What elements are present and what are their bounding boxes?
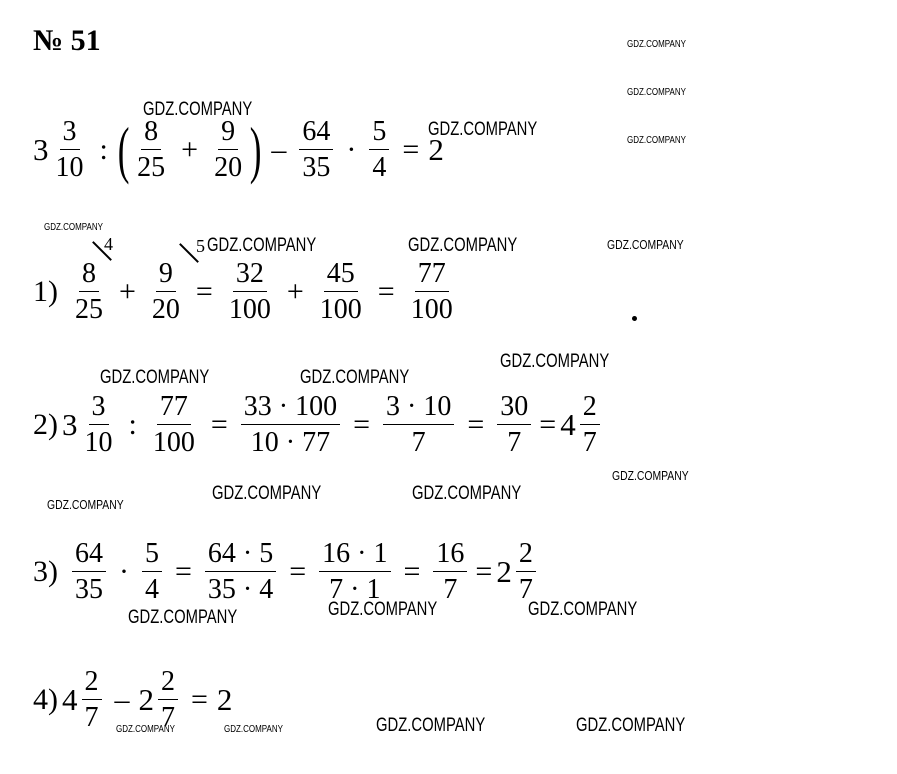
main-expression — [33, 114, 444, 185]
watermark: GDZ.COMPANY — [627, 87, 686, 98]
step-1-eq-2: = — [377, 275, 395, 308]
step-4 — [33, 668, 232, 732]
step-4-fraction-2: $\frac{2}{7}$ — [158, 668, 178, 732]
watermark: GDZ.COMPANY — [376, 715, 486, 736]
watermark: GDZ.COMPANY — [207, 235, 317, 256]
main-plus-op: + — [181, 133, 199, 166]
step-3-eq: = — [175, 555, 192, 588]
step-4-eq: = — [191, 683, 208, 716]
watermark: GDZ.COMPANY — [408, 235, 518, 256]
step-1-cancel-factor-1: 4 — [104, 234, 113, 254]
step-2-fraction-4: $\frac{3 \cdot 10}{7}$ — [383, 393, 454, 457]
main-fraction-1: $\frac{3}{10}$ — [55, 116, 84, 183]
step-2-result-fraction: $\frac{2}{7}$ — [580, 393, 600, 457]
watermark: GDZ.COMPANY — [116, 724, 175, 735]
step-2-fraction-3: $\frac{33 \cdot 100}{10 \cdot 77}$ — [241, 393, 340, 457]
step-2-result-whole: 4 — [560, 407, 576, 442]
step-1 — [33, 260, 460, 324]
main-minus-op: – — [271, 133, 287, 166]
step-2-fraction-2: $\frac{77}{100}$ — [152, 391, 195, 458]
main-fraction-4: $\frac{64}{35}$ — [299, 118, 333, 182]
step-3-fraction-5: $\frac{16}{7}$ — [433, 540, 467, 604]
watermark: GDZ.COMPANY — [528, 599, 638, 620]
step-3 — [33, 540, 540, 604]
step-2 — [33, 393, 604, 457]
watermark: GDZ.COMPANY — [607, 237, 684, 252]
step-3-eq-4: = — [475, 555, 493, 588]
step-1-fraction-2: $\frac{9}{20}$ — [151, 258, 180, 325]
main-whole: 3 — [33, 132, 49, 167]
watermark: GDZ.COMPANY — [143, 99, 253, 120]
watermark: GDZ.COMPANY — [47, 497, 124, 512]
step-3-fraction-3: $\frac{64 \cdot 5}{35 \cdot 4}$ — [205, 540, 276, 604]
step-1-eq: = — [195, 275, 213, 308]
step-4-result: 2 — [216, 682, 233, 717]
watermark: GDZ.COMPANY — [300, 367, 410, 388]
step-3-result-fraction: $\frac{2}{7}$ — [516, 540, 536, 604]
right-paren: ) — [249, 114, 262, 185]
watermark: GDZ.COMPANY — [44, 222, 103, 233]
watermark: GDZ.COMPANY — [224, 724, 283, 735]
main-div-op: : — [99, 133, 108, 166]
stray-dot — [632, 316, 637, 321]
watermark: GDZ.COMPANY — [212, 483, 322, 504]
step-1-plus-2: + — [286, 275, 304, 308]
step-1-label: 1) — [33, 275, 58, 308]
step-2-eq-4: = — [539, 408, 557, 441]
step-2-eq-2: = — [353, 408, 371, 441]
main-result: 2 — [428, 132, 444, 167]
step-3-fraction-1: $\frac{64}{35}$ — [72, 540, 106, 604]
step-1-cancel-factor-2: 5 — [196, 236, 205, 256]
main-fraction-2: $\frac{8}{25}$ — [137, 116, 166, 183]
step-2-eq-3: = — [467, 408, 485, 441]
step-4-whole-1: 4 — [62, 682, 78, 717]
step-3-fraction-4: $\frac{16 \cdot 1}{7 \cdot 1}$ — [319, 540, 390, 604]
watermark: GDZ.COMPANY — [627, 39, 686, 50]
watermark: GDZ.COMPANY — [500, 351, 610, 372]
watermark: GDZ.COMPANY — [576, 715, 686, 736]
left-paren: ( — [117, 114, 130, 185]
step-1-fraction-5: $\frac{77}{100}$ — [410, 258, 453, 325]
step-2-label: 2) — [33, 408, 58, 441]
watermark: GDZ.COMPANY — [627, 135, 686, 146]
step-2-fraction-5: $\frac{30}{7}$ — [497, 393, 531, 457]
step-1-plus: + — [119, 275, 136, 308]
main-mul-op: · — [346, 133, 357, 166]
watermark: GDZ.COMPANY — [100, 367, 210, 388]
main-fraction-5: $\frac{5}{4}$ — [369, 118, 389, 182]
step-1-fraction-1: $\frac{8}{25}$ — [75, 258, 103, 325]
step-4-whole-2: 2 — [138, 682, 154, 717]
step-3-eq-3: = — [403, 555, 421, 588]
main-fraction-3: $\frac{9}{20}$ — [214, 116, 243, 183]
step-4-label: 4) — [33, 683, 58, 716]
step-4-minus: – — [114, 683, 130, 716]
watermark: GDZ.COMPANY — [328, 599, 438, 620]
watermark: GDZ.COMPANY — [412, 483, 522, 504]
watermark: GDZ.COMPANY — [428, 119, 538, 140]
step-3-mul: · — [119, 555, 129, 588]
step-1-fraction-3: $\frac{32}{100}$ — [228, 258, 271, 325]
step-3-result-whole: 2 — [496, 554, 512, 589]
step-4-fraction-1: $\frac{2}{7}$ — [82, 668, 102, 732]
watermark: GDZ.COMPANY — [128, 607, 238, 628]
step-2-whole: 3 — [62, 407, 78, 442]
step-2-div: : — [128, 408, 137, 441]
watermark: GDZ.COMPANY — [612, 468, 689, 483]
step-2-eq: = — [210, 408, 228, 441]
main-eq-op: = — [402, 133, 420, 166]
step-3-eq-2: = — [289, 555, 307, 588]
step-2-fraction-1: $\frac{3}{10}$ — [84, 391, 113, 458]
step-3-label: 3) — [33, 555, 58, 588]
problem-number: № 51 — [33, 24, 101, 57]
step-3-fraction-2: $\frac{5}{4}$ — [142, 540, 162, 604]
step-1-fraction-4: $\frac{45}{100}$ — [319, 258, 362, 325]
